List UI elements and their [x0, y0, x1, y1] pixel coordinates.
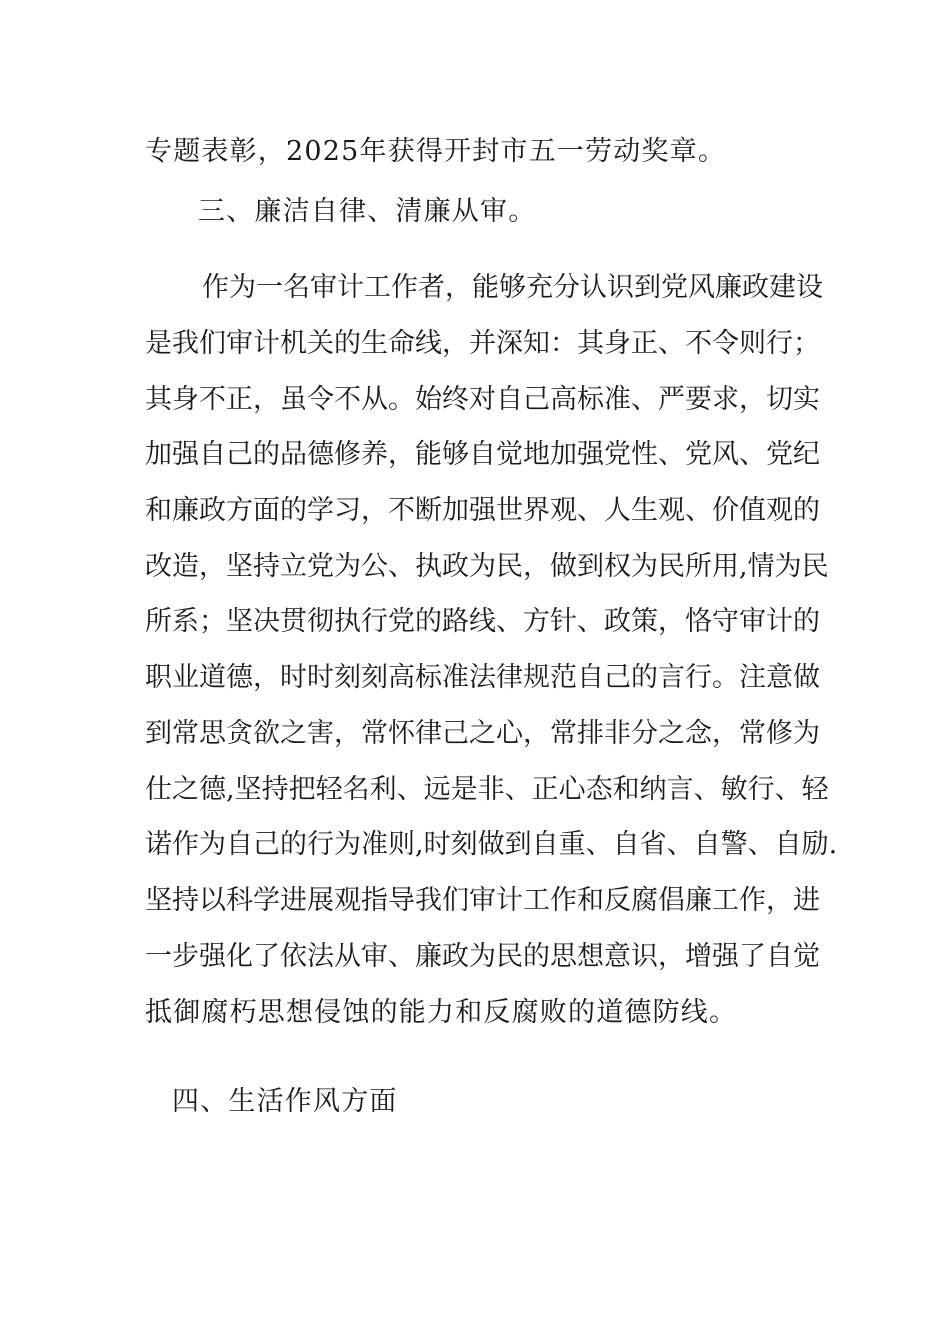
paragraph-line: 一步强化了依法从审、廉政为民的思想意识，增强了自觉 [145, 941, 820, 972]
paragraph-line: 其身不正，虽令不从。始终对自己高标准、严要求，切实 [145, 384, 820, 415]
paragraph-line: 改造，坚持立党为公、执政为民，做到权为民所用,情为民 [145, 551, 829, 582]
paragraph-line: 是我们审计机关的生命线，并深知：其身正、不令则行； [145, 328, 820, 359]
paragraph-line: 和廉政方面的学习，不断加强世界观、人生观、价值观的 [145, 495, 820, 526]
paragraph-line: 到常思贪欲之害，常怀律己之心，常排非分之念，常修为 [145, 718, 820, 749]
section-heading-4: 四、生活作风方面 [172, 1086, 398, 1117]
intro-line: 专题表彰，2025年获得开封市五一劳动奖章。 [145, 136, 727, 167]
paragraph-line: 所系；坚决贯彻执行党的路线、方针、政策，恪守审计的 [145, 606, 820, 637]
paragraph-line: 诺作为自己的行为准则,时刻做到自重、自省、自警、自励. [145, 829, 838, 860]
paragraph-line: 抵御腐朽思想侵蚀的能力和反腐败的道德防线。 [145, 997, 738, 1028]
paragraph-line: 坚持以科学进展观指导我们审计工作和反腐倡廉工作，进 [145, 885, 820, 916]
paragraph-line: 职业道德，时时刻刻高标准法律规范自己的言行。注意做 [145, 662, 820, 693]
paragraph-line: 作为一名审计工作者，能够充分认识到党风廉政建设 [202, 272, 823, 303]
section-heading-3: 三、廉洁自律、清廉从审。 [198, 196, 537, 227]
paragraph-line: 加强自己的品德修养，能够自觉地加强党性、党风、党纪 [145, 439, 820, 470]
paragraph-line: 仕之德,坚持把轻名利、远是非、正心态和纳言、敏行、轻 [145, 774, 829, 805]
